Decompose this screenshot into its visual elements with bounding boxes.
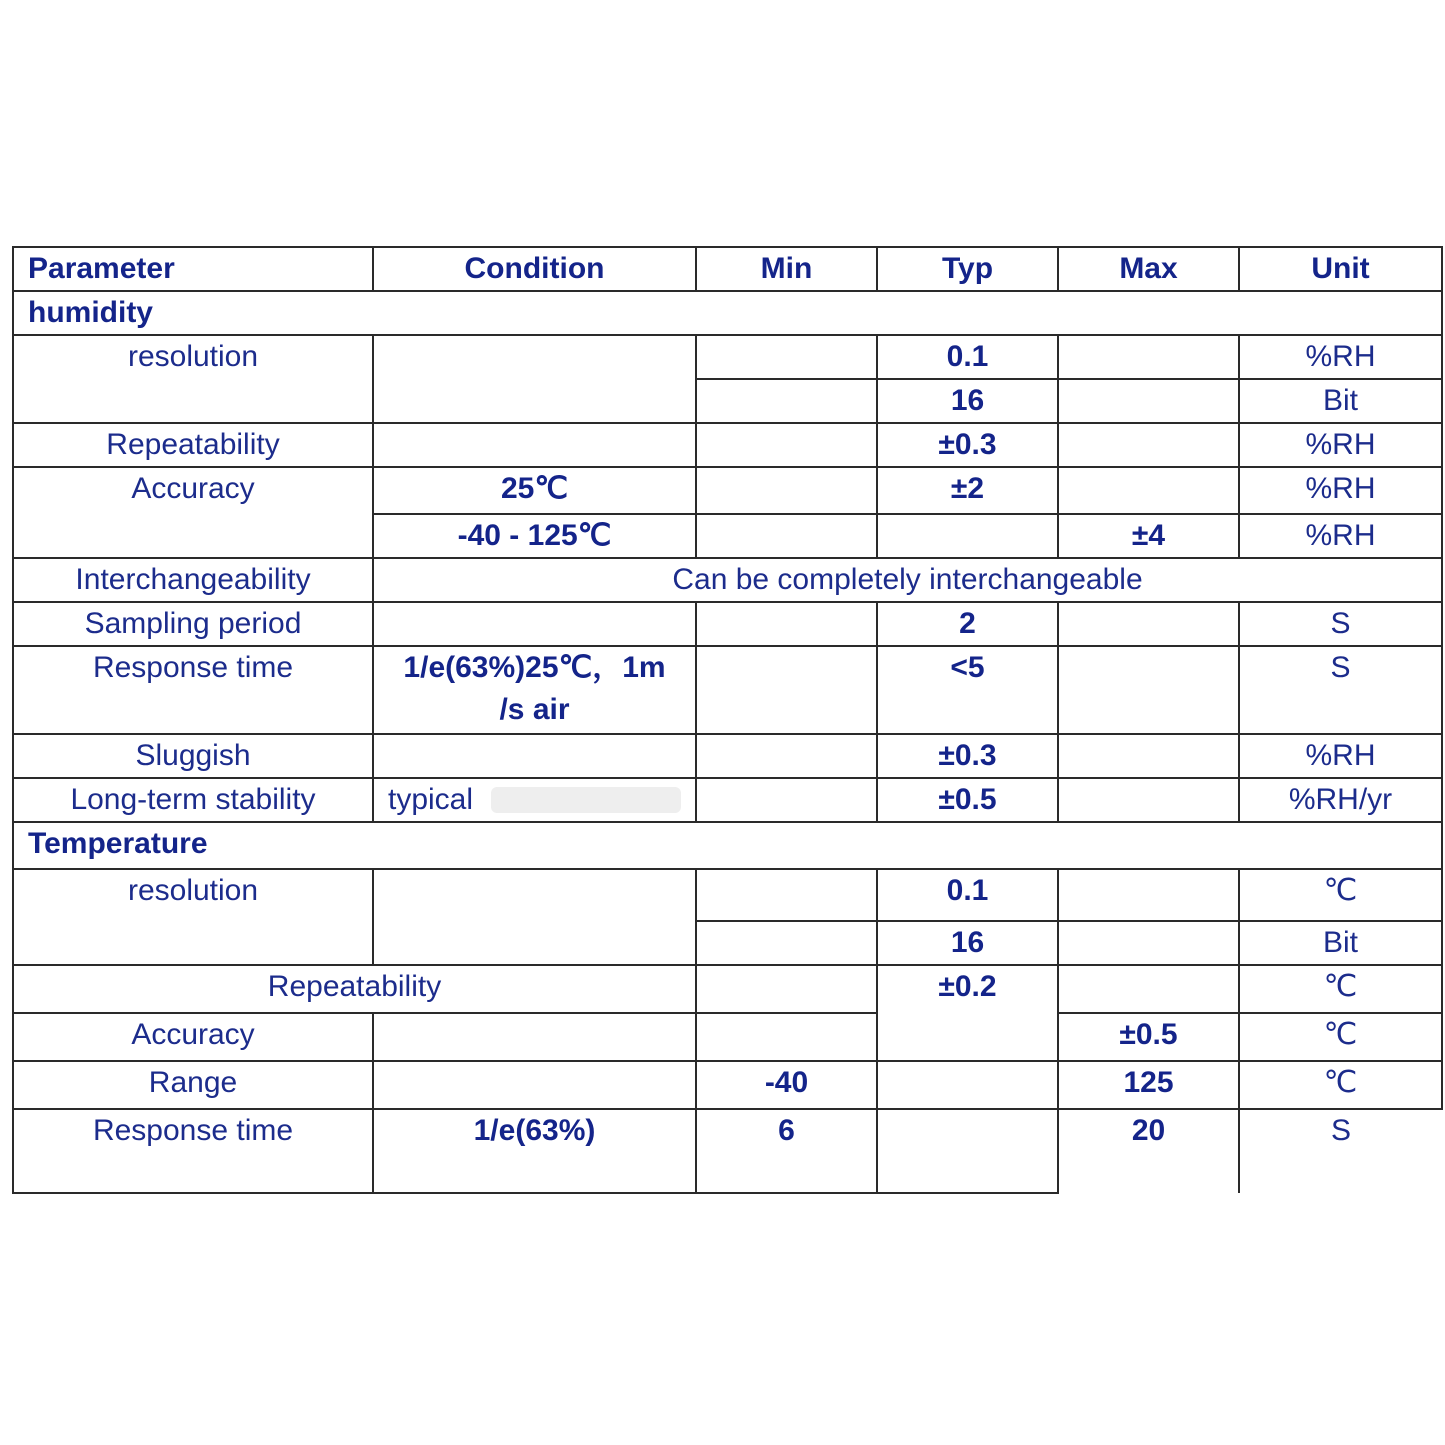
header-row: [13, 247, 1442, 291]
table-row: [13, 1061, 1442, 1109]
param-name: Response time: [13, 1109, 373, 1193]
max-cell: [1058, 646, 1239, 734]
typ-cell: <5: [877, 646, 1058, 734]
condition-cell: [373, 1013, 696, 1061]
min-cell: [696, 646, 877, 734]
unit-cell: %RH: [1239, 467, 1442, 514]
table-row: [13, 335, 1442, 379]
param-name: Sampling period: [13, 602, 373, 646]
unit-cell: ℃: [1239, 869, 1442, 921]
typ-cell: ±0.2: [877, 965, 1058, 1061]
spec-table: [12, 246, 1443, 1194]
unit-cell: ℃: [1239, 965, 1442, 1013]
max-cell: [1058, 734, 1239, 778]
max-cell: [1058, 778, 1239, 822]
condition-wrap: [388, 779, 695, 821]
header-unit: Unit: [1239, 247, 1442, 291]
spec-sheet: [12, 246, 1441, 1194]
table-row: [13, 965, 1442, 1013]
typ-cell: [877, 514, 1058, 558]
smudge-mark: [491, 787, 681, 813]
param-name: Repeatability: [13, 423, 373, 467]
min-cell: [696, 423, 877, 467]
typ-cell: 16: [877, 921, 1058, 965]
min-cell: [696, 778, 877, 822]
param-name: Accuracy: [13, 467, 373, 558]
min-cell: [696, 965, 877, 1013]
condition-cell: [373, 869, 696, 965]
min-cell: [696, 335, 877, 379]
max-cell: [1058, 965, 1239, 1013]
table-row: [13, 423, 1442, 467]
min-cell: [696, 602, 877, 646]
unit-cell: Bit: [1239, 379, 1442, 423]
max-cell: 20: [1058, 1109, 1239, 1193]
condition-cell: [373, 734, 696, 778]
section-row-humidity: [13, 291, 1442, 335]
condition-cell: 1/e(63%): [373, 1109, 696, 1193]
param-name: Accuracy: [13, 1013, 373, 1061]
unit-cell: %RH: [1239, 335, 1442, 379]
min-cell: -40: [696, 1061, 877, 1109]
param-name: Sluggish: [13, 734, 373, 778]
max-cell: [1058, 602, 1239, 646]
condition-cell: [373, 778, 696, 822]
table-row: [13, 1109, 1442, 1193]
table-row: [13, 467, 1442, 514]
condition-cell: [373, 335, 696, 423]
header-max: Max: [1058, 247, 1239, 291]
max-cell: [1058, 335, 1239, 379]
max-cell: ±0.5: [1058, 1013, 1239, 1061]
unit-cell: ℃: [1239, 1013, 1442, 1061]
table-row: [13, 646, 1442, 734]
table-row: [13, 734, 1442, 778]
header-min: Min: [696, 247, 877, 291]
header-condition: Condition: [373, 247, 696, 291]
param-name: Long-term stability: [13, 778, 373, 822]
typ-cell: [877, 1061, 1058, 1109]
typ-cell: ±0.5: [877, 778, 1058, 822]
condition-cell: 25℃: [373, 467, 696, 514]
min-cell: 6: [696, 1109, 877, 1193]
param-name: resolution: [13, 869, 373, 965]
condition-cell: -40 - 125℃: [373, 514, 696, 558]
interchange-note: Can be completely interchangeable: [373, 558, 1442, 602]
table-row: [13, 558, 1442, 602]
param-name: resolution: [13, 335, 373, 423]
min-cell: [696, 869, 877, 921]
typ-cell: 0.1: [877, 869, 1058, 921]
min-cell: [696, 1013, 877, 1061]
unit-cell: %RH: [1239, 423, 1442, 467]
typ-cell: ±0.3: [877, 423, 1058, 467]
table-row: [13, 602, 1442, 646]
table-row: [13, 778, 1442, 822]
param-name: Interchangeability: [13, 558, 373, 602]
condition-cell: [373, 602, 696, 646]
condition-text: typical: [388, 783, 474, 816]
unit-cell: %RH: [1239, 514, 1442, 558]
typ-cell: 0.1: [877, 335, 1058, 379]
typ-cell: 2: [877, 602, 1058, 646]
section-title-temperature: Temperature: [13, 822, 1442, 869]
unit-cell: S: [1239, 646, 1442, 734]
condition-line-2: /s air: [499, 693, 570, 726]
unit-cell: Bit: [1239, 921, 1442, 965]
max-cell: ±4: [1058, 514, 1239, 558]
table-row: [13, 869, 1442, 921]
min-cell: [696, 734, 877, 778]
param-name: Response time: [13, 646, 373, 734]
unit-cell: %RH: [1239, 734, 1442, 778]
max-cell: [1058, 379, 1239, 423]
condition-line-1: 1/e(63%)25℃，1m: [403, 651, 666, 684]
unit-cell: S: [1239, 602, 1442, 646]
max-cell: [1058, 921, 1239, 965]
min-cell: [696, 921, 877, 965]
param-name: Range: [13, 1061, 373, 1109]
max-cell: [1058, 423, 1239, 467]
min-cell: [696, 379, 877, 423]
table-row: [13, 1013, 1442, 1061]
condition-cell: [373, 1061, 696, 1109]
typ-cell: 16: [877, 379, 1058, 423]
max-cell: [1058, 467, 1239, 514]
section-title-humidity: humidity: [13, 291, 1442, 335]
max-cell: [1058, 869, 1239, 921]
unit-cell: %RH/yr: [1239, 778, 1442, 822]
condition-cell: [373, 646, 696, 734]
typ-cell: ±0.3: [877, 734, 1058, 778]
condition-cell: [373, 423, 696, 467]
typ-cell: ±2: [877, 467, 1058, 514]
unit-cell: S: [1239, 1109, 1442, 1193]
min-cell: [696, 514, 877, 558]
section-row-temperature: [13, 822, 1442, 869]
typ-cell: [877, 1109, 1058, 1193]
header-typ: Typ: [877, 247, 1058, 291]
param-name: Repeatability: [13, 965, 696, 1013]
header-parameter: Parameter: [13, 247, 373, 291]
unit-cell: ℃: [1239, 1061, 1442, 1109]
max-cell: 125: [1058, 1061, 1239, 1109]
min-cell: [696, 467, 877, 514]
